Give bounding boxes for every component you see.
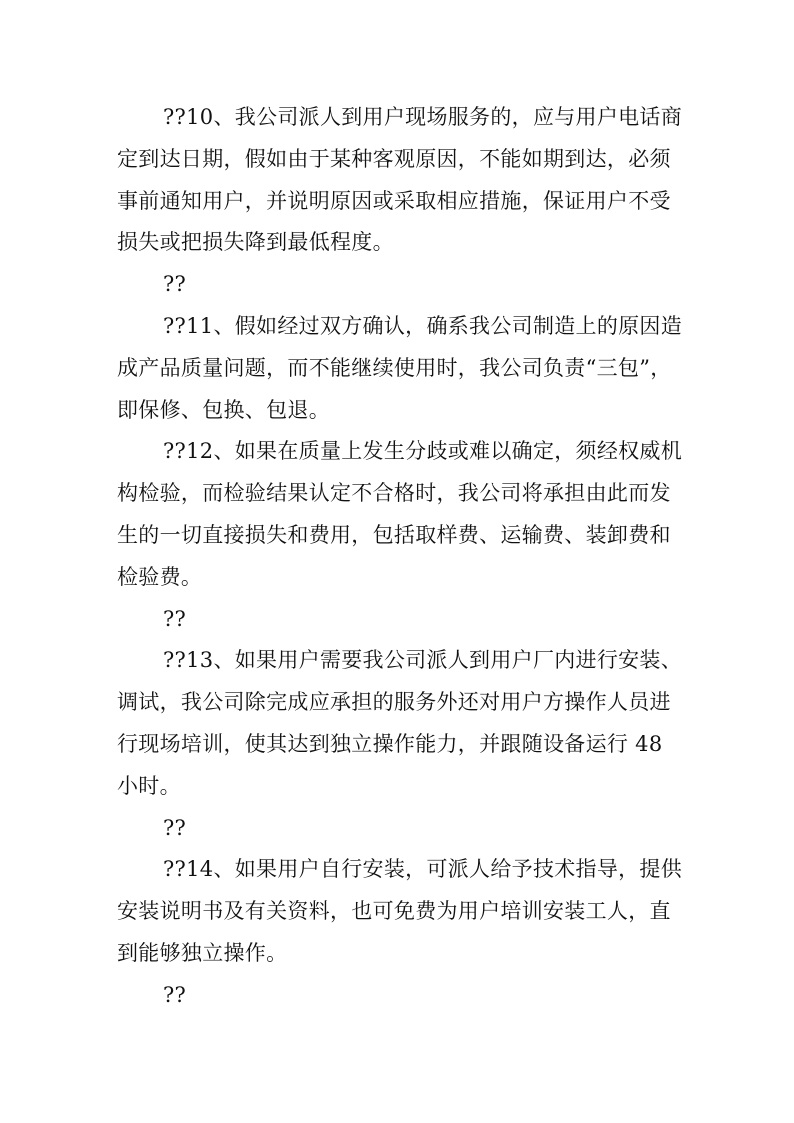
clause-11-line-2: 成产品质量问题，而不能继续使用时，我公司负责“三包”， <box>117 355 672 380</box>
clause-12-line-4: 检验费。 <box>117 564 203 589</box>
document-body <box>117 97 717 1017</box>
clause-14-line-3: 到能够独立操作。 <box>117 940 288 965</box>
clause-12-line-1: ??12、如果在质量上发生分歧或难以确定，须经权威机 <box>163 439 683 464</box>
clause-11-line-3: 即保修、包换、包退。 <box>117 397 330 422</box>
clause-11-line-1: ??11、假如经过双方确认，确系我公司制造上的原因造 <box>163 313 683 338</box>
clause-12-line-3: 生的一切直接损失和费用，包括取样费、运输费、装卸费和 <box>117 522 671 547</box>
clause-13-line-2: 调试，我公司除完成应承担的服务外还对用户方操作人员进 <box>117 690 671 715</box>
clause-12-line-2: 构检验，而检验结果认定不合格时，我公司将承担由此而发 <box>117 481 671 506</box>
placeholder-marks: ?? <box>163 272 187 297</box>
clause-10-line-1: ??10、我公司派人到用户现场服务的，应与用户电话商 <box>163 105 683 129</box>
clause-10-line-4: 损失或把损失降到最低程度。 <box>117 230 394 255</box>
clause-10-line-2: 定到达日期，假如由于某种客观原因，不能如期到达，必须 <box>117 146 671 171</box>
placeholder-marks: ?? <box>163 606 187 631</box>
clause-13-line-1: ??13、如果用户需要我公司派人到用户厂内进行安装、 <box>163 648 683 673</box>
placeholder-marks: ?? <box>163 982 187 1007</box>
clause-14-line-1: ??14、如果用户自行安装，可派人给予技术指导，提供 <box>163 857 683 882</box>
clause-10-line-3: 事前通知用户，并说明原因或采取相应措施，保证用户不受 <box>117 188 671 213</box>
clause-13-line-4: 小时。 <box>117 773 181 798</box>
clause-13-line-3: 行现场培训，使其达到独立操作能力，并跟随设备运行 48 <box>117 731 663 756</box>
placeholder-marks: ?? <box>163 815 187 840</box>
clause-14-line-2: 安装说明书及有关资料，也可免费为用户培训安装工人，直 <box>117 899 671 924</box>
